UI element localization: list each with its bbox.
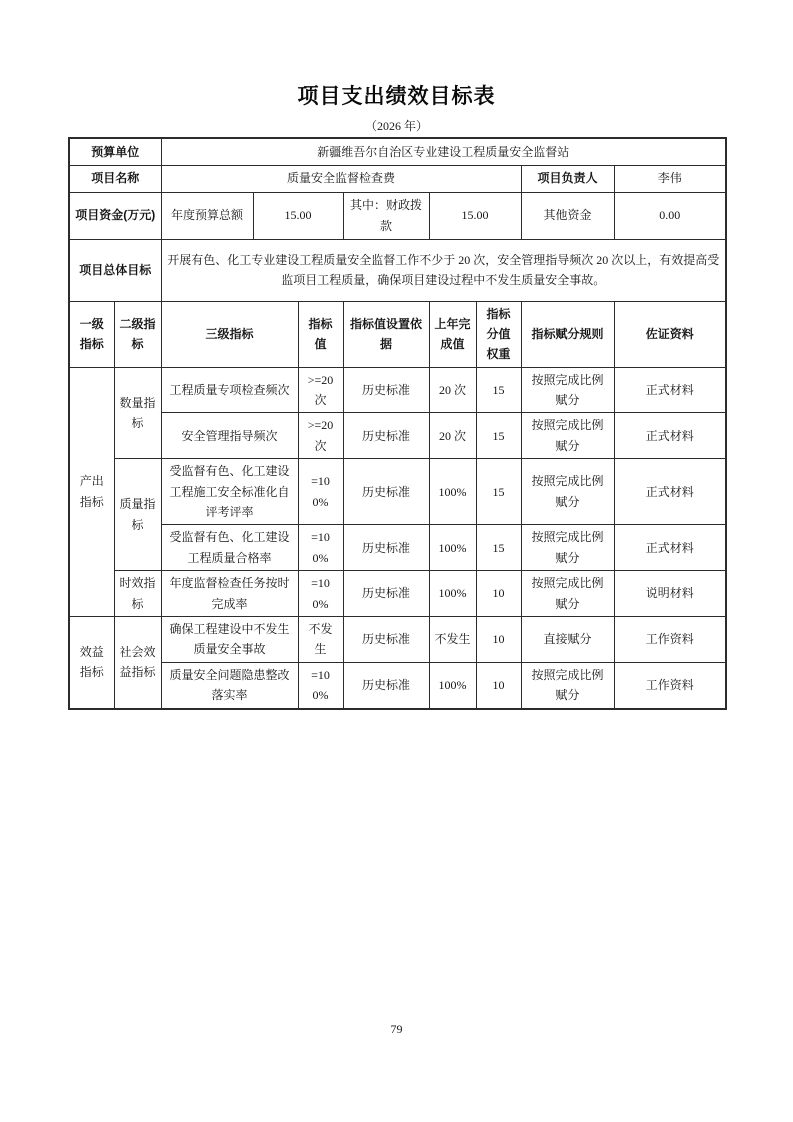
project-fund-label: 项目资金(万元): [69, 192, 161, 239]
cell-weight: 10: [476, 571, 521, 617]
project-name-row: [69, 165, 726, 192]
cell-scoring-rule: 按照完成比例赋分: [521, 459, 614, 525]
header-evidence: 佐证资料: [614, 301, 726, 367]
cell-indicator-value: =100%: [298, 571, 343, 617]
cell-scoring-rule: 按照完成比例赋分: [521, 413, 614, 459]
cell-value-basis: 历史标准: [343, 367, 429, 413]
project-name-label: 项目名称: [69, 165, 161, 192]
cell-level3: 受监督有色、化工建设工程质量合格率: [161, 525, 298, 571]
fiscal-allocation-value: 15.00: [429, 192, 521, 239]
project-name-value: 质量安全监督检查费: [161, 165, 521, 192]
cell-evidence: 工作资料: [614, 662, 726, 708]
header-indicator-value: 指标值: [298, 301, 343, 367]
cell-last-year: 100%: [429, 662, 476, 708]
indicator-header-row: [69, 301, 726, 367]
cell-evidence: 说明材料: [614, 571, 726, 617]
cell-last-year: 100%: [429, 459, 476, 525]
cell-scoring-rule: 按照完成比例赋分: [521, 367, 614, 413]
indicator-row: [69, 459, 726, 525]
cell-level3: 工程质量专项检查频次: [161, 367, 298, 413]
overall-goal-text: 开展有色、化工专业建设工程质量安全监督工作不少于 20 次，安全管理指导频次 20 次以上，有效提高受监项目工程质量，确保项目建设过程中不发生质量安全事故。: [161, 239, 726, 301]
header-scoring-rule: 指标赋分规则: [521, 301, 614, 367]
cell-indicator-value: =100%: [298, 662, 343, 708]
cell-weight: 15: [476, 413, 521, 459]
indicator-row: [69, 571, 726, 617]
header-last-year-value: 上年完成值: [429, 301, 476, 367]
cell-value-basis: 历史标准: [343, 413, 429, 459]
cell-level1-benefit: 效益指标: [69, 616, 114, 708]
overall-goal-row: [69, 239, 726, 301]
cell-evidence: 正式材料: [614, 413, 726, 459]
cell-last-year: 100%: [429, 525, 476, 571]
cell-evidence: 正式材料: [614, 459, 726, 525]
header-level3-indicator: 三级指标: [161, 301, 298, 367]
other-funds-label: 其他资金: [521, 192, 614, 239]
cell-indicator-value: =100%: [298, 525, 343, 571]
cell-evidence: 正式材料: [614, 525, 726, 571]
cell-last-year: 100%: [429, 571, 476, 617]
indicator-row: [69, 662, 726, 708]
cell-indicator-value: >=20次: [298, 367, 343, 413]
cell-weight: 15: [476, 367, 521, 413]
cell-scoring-rule: 直接赋分: [521, 616, 614, 662]
annual-budget-value: 15.00: [253, 192, 343, 239]
cell-indicator-value: =100%: [298, 459, 343, 525]
other-funds-value: 0.00: [614, 192, 726, 239]
overall-goal-label: 项目总体目标: [69, 239, 161, 301]
cell-last-year: 20 次: [429, 367, 476, 413]
cell-value-basis: 历史标准: [343, 459, 429, 525]
project-leader-value: 李伟: [614, 165, 726, 192]
cell-weight: 10: [476, 662, 521, 708]
project-fund-row: [69, 192, 726, 239]
indicator-row: [69, 413, 726, 459]
cell-value-basis: 历史标准: [343, 662, 429, 708]
budget-unit-label: 预算单位: [69, 138, 161, 165]
project-leader-label: 项目负责人: [521, 165, 614, 192]
cell-last-year: 20 次: [429, 413, 476, 459]
cell-level3: 安全管理指导频次: [161, 413, 298, 459]
cell-level2-timeliness: 时效指标: [114, 571, 161, 617]
cell-level3: 年度监督检查任务按时完成率: [161, 571, 298, 617]
cell-weight: 15: [476, 525, 521, 571]
cell-evidence: 工作资料: [614, 616, 726, 662]
cell-indicator-value: 不发生: [298, 616, 343, 662]
header-score-weight: 指标分值权重: [476, 301, 521, 367]
cell-weight: 10: [476, 616, 521, 662]
fiscal-allocation-label: 其中：财政拨款: [343, 192, 429, 239]
cell-level1-output: 产出指标: [69, 367, 114, 616]
indicator-row: [69, 616, 726, 662]
budget-unit-row: [69, 138, 726, 165]
cell-scoring-rule: 按照完成比例赋分: [521, 571, 614, 617]
cell-indicator-value: >=20次: [298, 413, 343, 459]
cell-scoring-rule: 按照完成比例赋分: [521, 525, 614, 571]
page-title: 项目支出绩效目标表: [297, 85, 496, 108]
header-level1-indicator: 一级指标: [69, 301, 114, 367]
annual-budget-label: 年度预算总额: [161, 192, 253, 239]
cell-scoring-rule: 按照完成比例赋分: [521, 662, 614, 708]
cell-value-basis: 历史标准: [343, 616, 429, 662]
page-subtitle-year: （2026 年）: [364, 119, 428, 133]
cell-evidence: 正式材料: [614, 367, 726, 413]
cell-level2-quantity: 数量指标: [114, 367, 161, 459]
cell-level3: 受监督有色、化工建设工程施工安全标准化自评考评率: [161, 459, 298, 525]
cell-level3: 确保工程建设中不发生质量安全事故: [161, 616, 298, 662]
cell-last-year: 不发生: [429, 616, 476, 662]
page-number: 79: [390, 1022, 403, 1036]
cell-value-basis: 历史标准: [343, 525, 429, 571]
indicator-row: [69, 367, 726, 413]
cell-level2-social-benefit: 社会效益指标: [114, 616, 161, 708]
performance-target-table: [68, 137, 727, 710]
cell-level3: 质量安全问题隐患整改落实率: [161, 662, 298, 708]
cell-level2-quality: 质量指标: [114, 459, 161, 571]
budget-unit-value: 新疆维吾尔自治区专业建设工程质量安全监督站: [161, 138, 726, 165]
cell-value-basis: 历史标准: [343, 571, 429, 617]
header-level2-indicator: 二级指标: [114, 301, 161, 367]
cell-weight: 15: [476, 459, 521, 525]
header-value-basis: 指标值设置依据: [343, 301, 429, 367]
indicator-row: [69, 525, 726, 571]
